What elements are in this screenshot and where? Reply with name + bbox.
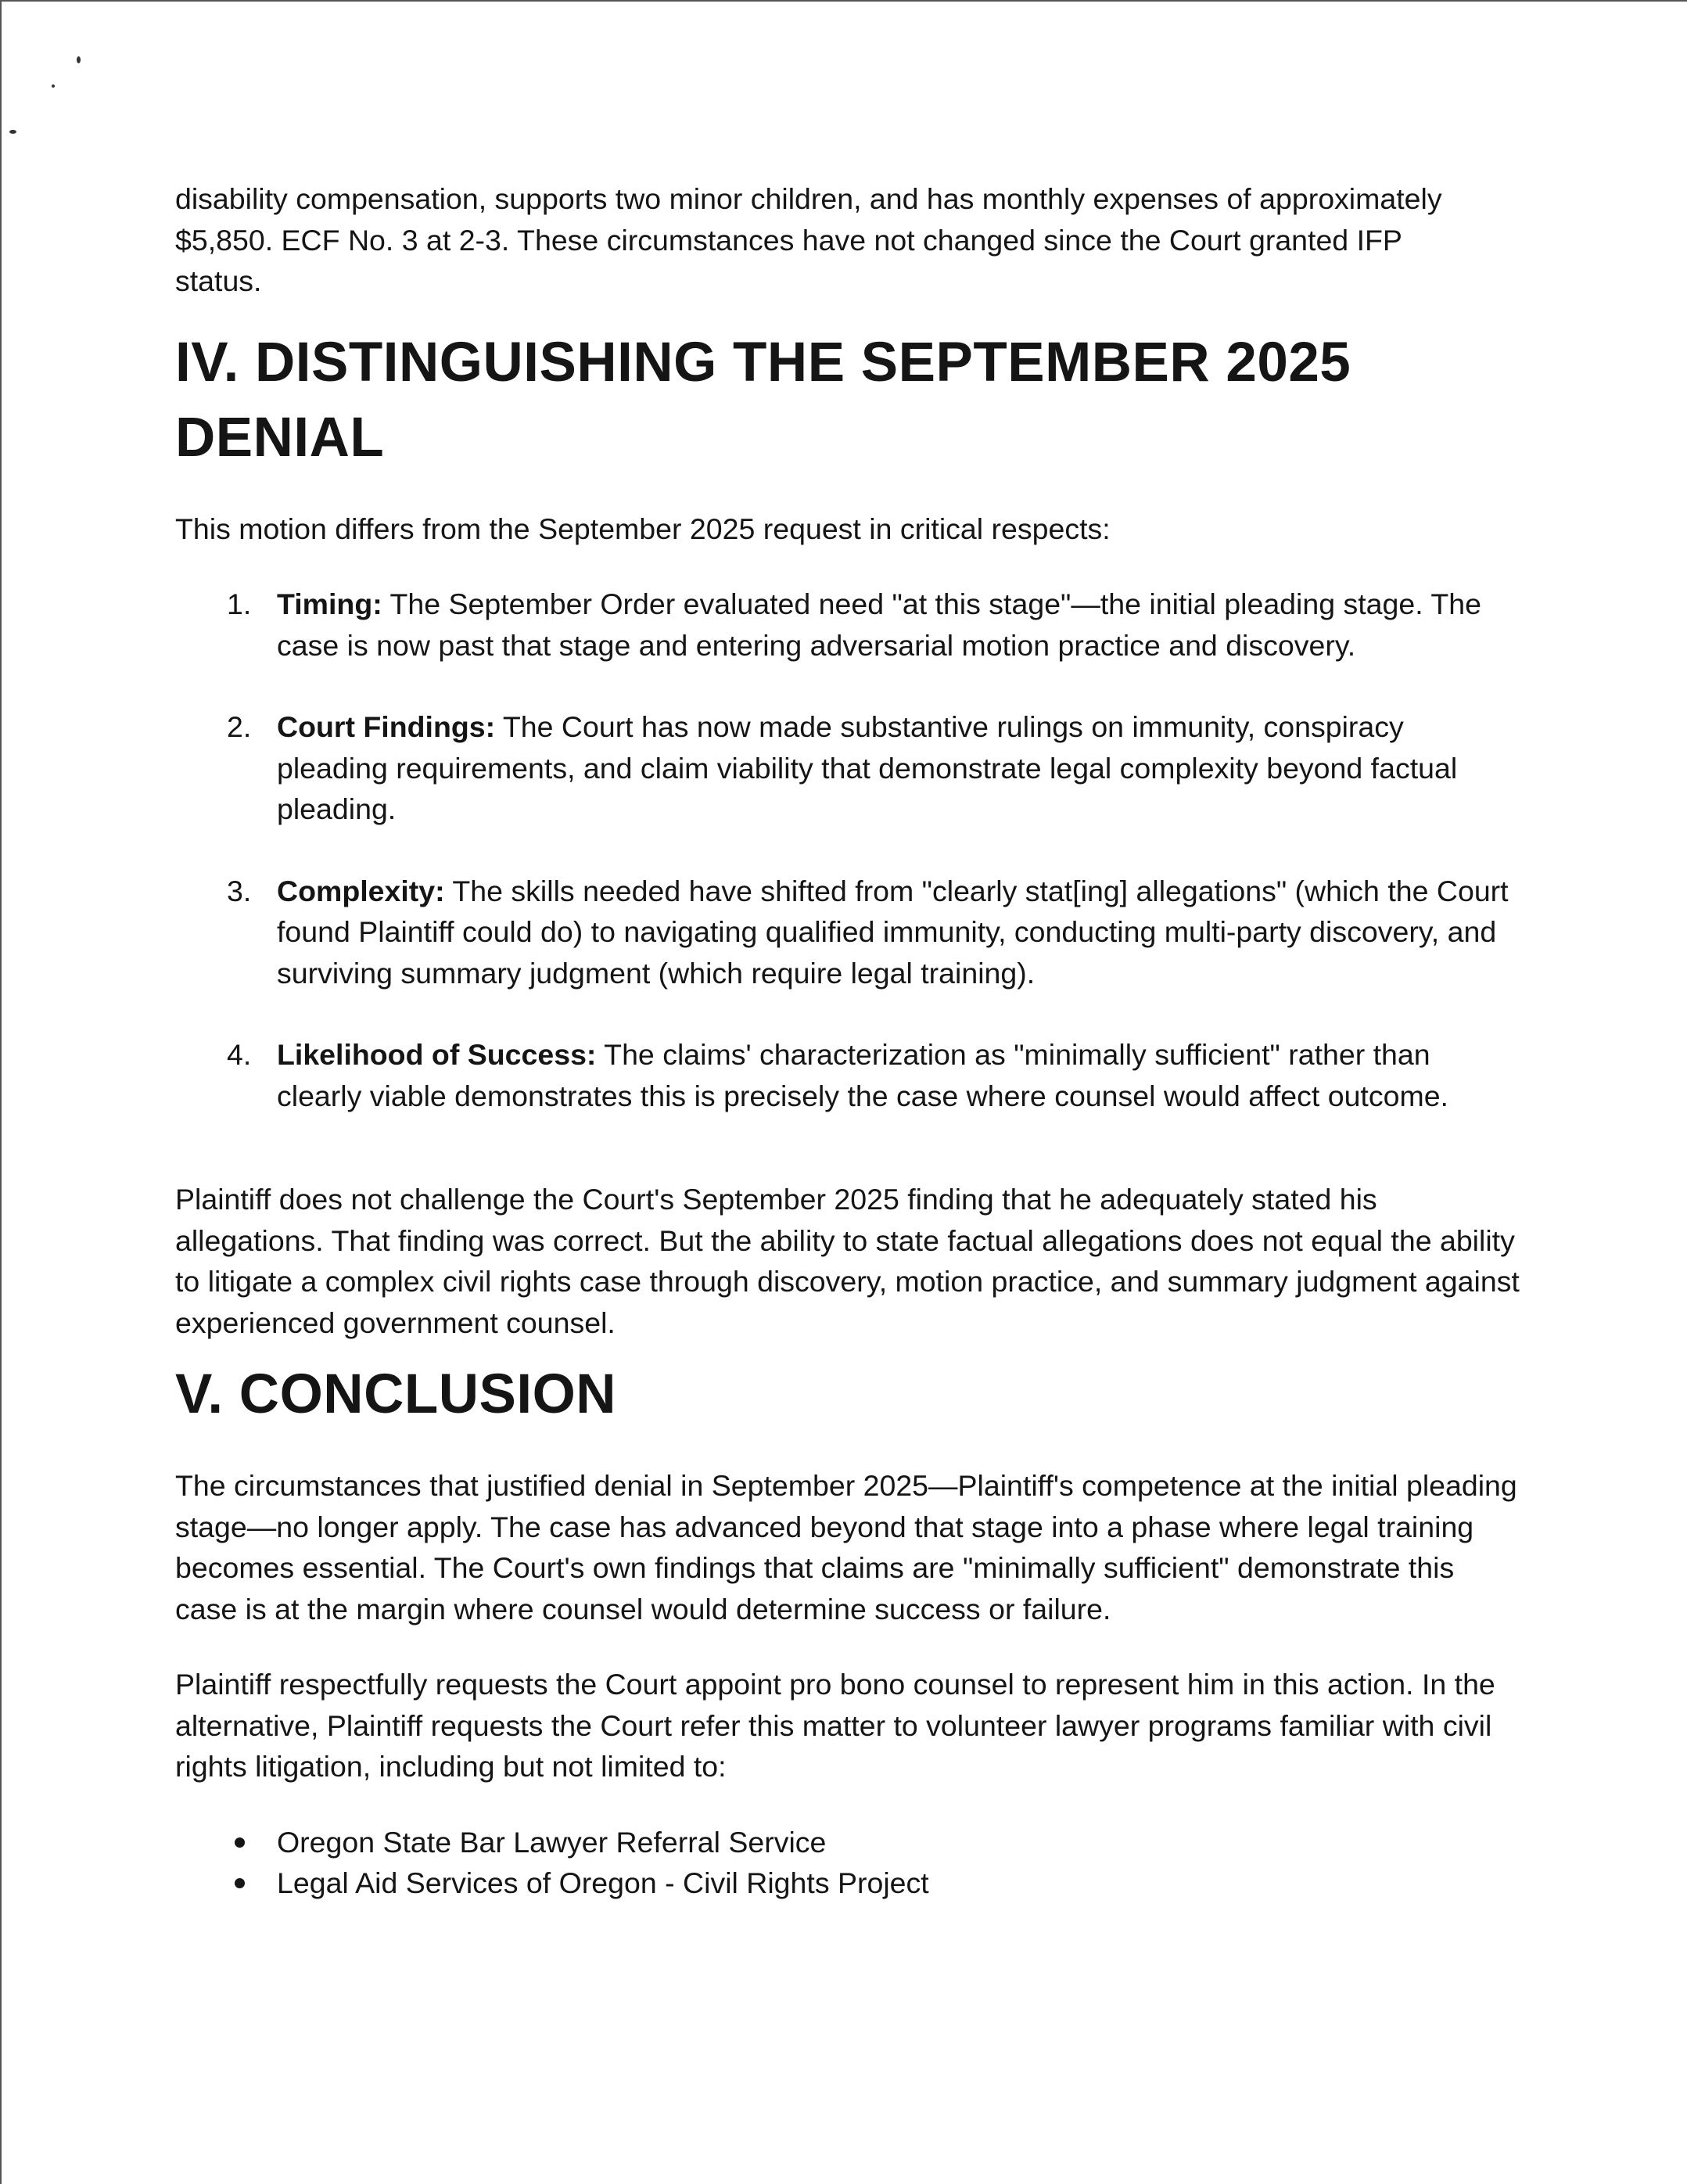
scan-speck — [77, 56, 81, 63]
section-iv-heading-line1: IV. DISTINGUISHING THE SEPTEMBER 2025 — [175, 331, 1351, 393]
page-edge-left — [0, 0, 2, 2184]
page-edge-top — [0, 0, 1687, 2]
document-body — [175, 178, 1520, 1904]
section-iv-heading — [175, 325, 1513, 476]
program-list — [175, 1822, 1513, 1904]
list-item — [175, 1034, 1520, 1116]
list-item-label: Timing: — [277, 587, 382, 620]
list-item — [175, 1863, 1513, 1904]
program-name: Oregon State Bar Lawyer Referral Service — [277, 1825, 827, 1859]
list-item — [175, 584, 1520, 666]
conclusion-paragraph-2: Plaintiff respectfully requests the Court appoint pro bono counsel to represent him in this action. In the alternative, Plaintiff requests the Court refer this matter to volunteer lawyer programs familiar with civil rights litigation, including but not limited to: — [175, 1668, 1495, 1783]
list-item — [175, 1822, 1513, 1863]
distinction-list — [175, 584, 1520, 1116]
bullet-icon — [235, 1878, 245, 1888]
intro-paragraph: disability compensation, supports two minor children, and has monthly expenses of approximately $5,850. ECF No. 3 at 2-3. These circumstances have not changed since the Court granted IFP status. — [175, 182, 1442, 297]
bullet-icon — [235, 1837, 245, 1848]
section-v-heading: V. CONCLUSION — [175, 1363, 617, 1425]
list-number: 3. — [227, 874, 252, 907]
list-item-text: The skills needed have shifted from "clearly stat[ing] allegations" (which the Court found Plaintiff could do) to navigating qualified immunity, conducting multi-party discovery, and surviving summary judgment (which require legal training). — [277, 874, 1509, 990]
list-number: 2. — [227, 710, 252, 743]
conclusion-paragraph-1: The circumstances that justified denial in September 2025—Plaintiff's competence at the initial pleading stage—no longer apply. The case has advanced beyond that stage into a phase where legal training becomes essential. The Court's own findings that claims are "minimally sufficient" demonstrate this case is at the margin where counsel would determine success or failure. — [175, 1469, 1517, 1625]
section-iv-heading-line2: DENIAL — [175, 406, 385, 469]
list-item — [175, 871, 1520, 994]
scan-speck — [52, 84, 55, 88]
list-number: 4. — [227, 1038, 252, 1071]
scan-speck — [9, 130, 16, 134]
list-item-label: Court Findings: — [277, 710, 496, 743]
not-challenge-paragraph: Plaintiff does not challenge the Court's September 2025 finding that he adequately stated his allegations. That finding was correct. But the ability to state factual allegations does not equal the ability to litigate a complex civil rights case through discovery, motion practice, and summary judgment against experienced government counsel. — [175, 1183, 1520, 1339]
list-item-text: The September Order evaluated need "at this stage"—the initial pleading stage. The case is now past that stage and entering adversarial motion practice and discovery. — [277, 587, 1482, 662]
list-item-label: Likelihood of Success: — [277, 1038, 597, 1071]
list-item-text: The claims' characterization as "minimally sufficient" rather than clearly viable demonstrates this is precisely the case where counsel would affect outcome. — [277, 1038, 1448, 1112]
list-item-label: Complexity: — [277, 874, 445, 907]
list-number: 1. — [227, 587, 252, 620]
list-item-text: The Court has now made substantive rulings on immunity, conspiracy pleading requirements, and claim viability that demonstrate legal complexity beyond factual pleading. — [277, 710, 1458, 825]
list-item — [175, 706, 1520, 830]
differs-paragraph: This motion differs from the September 2025 request in critical respects: — [175, 512, 1111, 545]
program-name: Legal Aid Services of Oregon - Civil Rights Project — [277, 1866, 929, 1899]
